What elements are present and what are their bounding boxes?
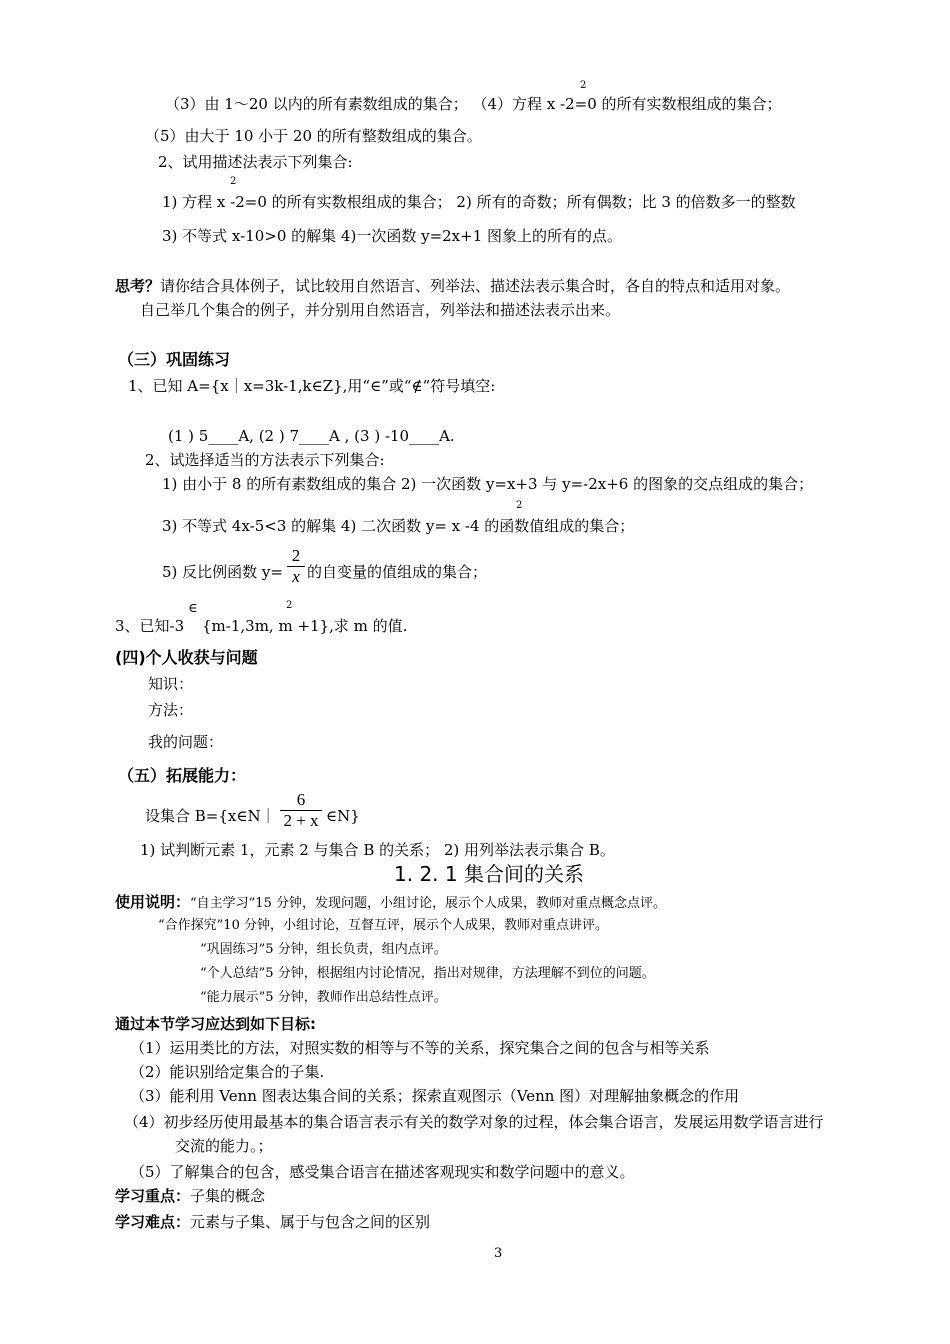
goal-3: （3）能利用 Venn 图表达集合间的关系；探索直观图示（Venn 图）对理解抽象概念的作用 [130, 1087, 740, 1105]
goals-heading: 通过本节学习应达到如下目标: [115, 1015, 316, 1033]
practice-3-end: {m-1,3m, m +1},求 m 的值. [202, 617, 408, 635]
usage-line-4: “个人总结”5 分钟，根据组内讨论情况，指出对规律，方法理解不到位的问题。 [200, 966, 655, 981]
knowledge-label: 知识： [148, 675, 194, 693]
exercise-2-line-3: 3) 不等式 x-10>0 的解集 4)一次函数 y=2x+1 图象上的所有的点。 [162, 227, 623, 245]
think-text: 请你结合具体例子，试比较用自然语言、列举法、描述法表示集合时，各自的特点和适用对象。 [160, 277, 791, 295]
section-heading-4: (四)个人收获与问题 [115, 648, 258, 667]
goal-4: （4）初步经历使用最基本的集合语言表示有关的数学对象的过程，体会集合语言，发展运用数学语言进行 [124, 1113, 824, 1131]
practice-2-line-3: 3) 不等式 4x-5<3 的解集 4) 二次函数 y= x -4 的函数值组成的集合； [162, 517, 635, 535]
exercise-line-3-4: （3）由 1～20 以内的所有素数组成的集合； （4）方程 x -2=0 的所有实数根组成的集合； [165, 95, 782, 113]
practice-2-line-5-end: 的自变量的值组成的集合； [307, 563, 488, 581]
think-label: 思考？ [115, 277, 161, 295]
fraction-numerator: 6 [296, 790, 306, 809]
set-b-definition-end: ∈N} [326, 807, 360, 825]
difficulty-line [115, 1212, 430, 1232]
practice-2-heading: 2、试选择适当的方法表示下列集合: [145, 451, 385, 469]
method-label: 方法： [148, 701, 194, 719]
usage-label: 使用说明： [115, 893, 191, 911]
goal-1: （1）运用类比的方法，对照实数的相等与不等的关系，探究集合之间的包含与相等关系 [130, 1039, 710, 1057]
usage-line-3: “巩固练习”5 分钟，组长负责，组内点评。 [200, 942, 447, 957]
practice-2-line-1: 1) 由小于 8 的所有素数组成的集合 2) 一次函数 y=x+3 与 y=-2x+6 的图象的交点组成的集合； [162, 475, 814, 493]
usage-text-1: “自主学习”15 分钟，发现问题，小组讨论，展示个人成果，教师对重点概念点评。 [190, 896, 666, 911]
think-line [115, 276, 790, 296]
key-point-text: 子集的概念 [190, 1187, 266, 1205]
superscript-2: 2 [230, 176, 237, 187]
usage-line-1 [115, 892, 666, 914]
goal-4-continued: 交流的能力。； [175, 1137, 273, 1155]
fraction-denominator: x [292, 567, 300, 586]
practice-2-line-5-start: 5) 反比例函数 y= [162, 563, 283, 581]
fraction-denominator: 2 + x [283, 811, 319, 830]
exercise-2-heading: 2、试用描述法表示下列集合: [158, 153, 353, 171]
fraction-numerator: 2 [291, 546, 301, 565]
goal-5: （5）了解集合的包含，感受集合语言在描述客观现实和数学问题中的意义。 [130, 1163, 635, 1181]
section-heading-3: （三）巩固练习 [118, 350, 231, 369]
practice-3-start: 3、已知-3 [115, 617, 185, 635]
fraction-2-over-x [287, 546, 305, 587]
set-b-definition-start: 设集合 B={x∈N｜ [145, 807, 276, 825]
section-title: 1. 2. 1 集合间的关系 [394, 862, 584, 886]
superscript-2: 2 [580, 80, 587, 91]
superscript-2: 2 [286, 600, 293, 611]
usage-line-5: “能力展示”5 分钟，教师作出总结性点评。 [200, 990, 447, 1005]
my-question-label: 我的问题： [148, 733, 224, 751]
difficulty-label: 学习难点： [115, 1213, 191, 1231]
set-b-questions: 1) 试判断元素 1，元素 2 与集合 B 的关系； 2) 用列举法表示集合 B。 [140, 841, 615, 859]
practice-1-items: (1 ) 5____A, (2 ) 7____A , (3 ) -10____A. [168, 427, 455, 445]
goal-2: （2）能识别给定集合的子集. [130, 1063, 325, 1081]
think-text-2: 自己举几个集合的例子，并分别用自然语言，列举法和描述法表示出来。 [140, 301, 621, 319]
exercise-2-line-1: 1) 方程 x -2=0 的所有实数根组成的集合； 2) 所有的奇数；所有偶数；比 3 的倍数多一的整数 [162, 193, 796, 211]
superscript-2: 2 [516, 500, 523, 511]
page-number: 3 [494, 1246, 503, 1261]
key-point-line [115, 1186, 265, 1206]
section-heading-5: （五）拓展能力： [118, 766, 247, 785]
fraction-6-over-2-plus-x [280, 790, 322, 831]
difficulty-text: 元素与子集、属于与包含之间的区别 [190, 1213, 431, 1231]
exercise-line-5: （5）由大于 10 小于 20 的所有整数组成的集合。 [145, 127, 482, 145]
usage-line-2: “合作探究”10 分钟，小组讨论，互督互评，展示个人成果，教师对重点讲评。 [158, 918, 608, 933]
practice-1: 1、已知 A={x｜x=3k-1,k∈Z},用“∈”或“∉”符号填空: [128, 377, 496, 395]
element-of-symbol: ∈ [188, 601, 198, 616]
key-point-label: 学习重点： [115, 1187, 191, 1205]
